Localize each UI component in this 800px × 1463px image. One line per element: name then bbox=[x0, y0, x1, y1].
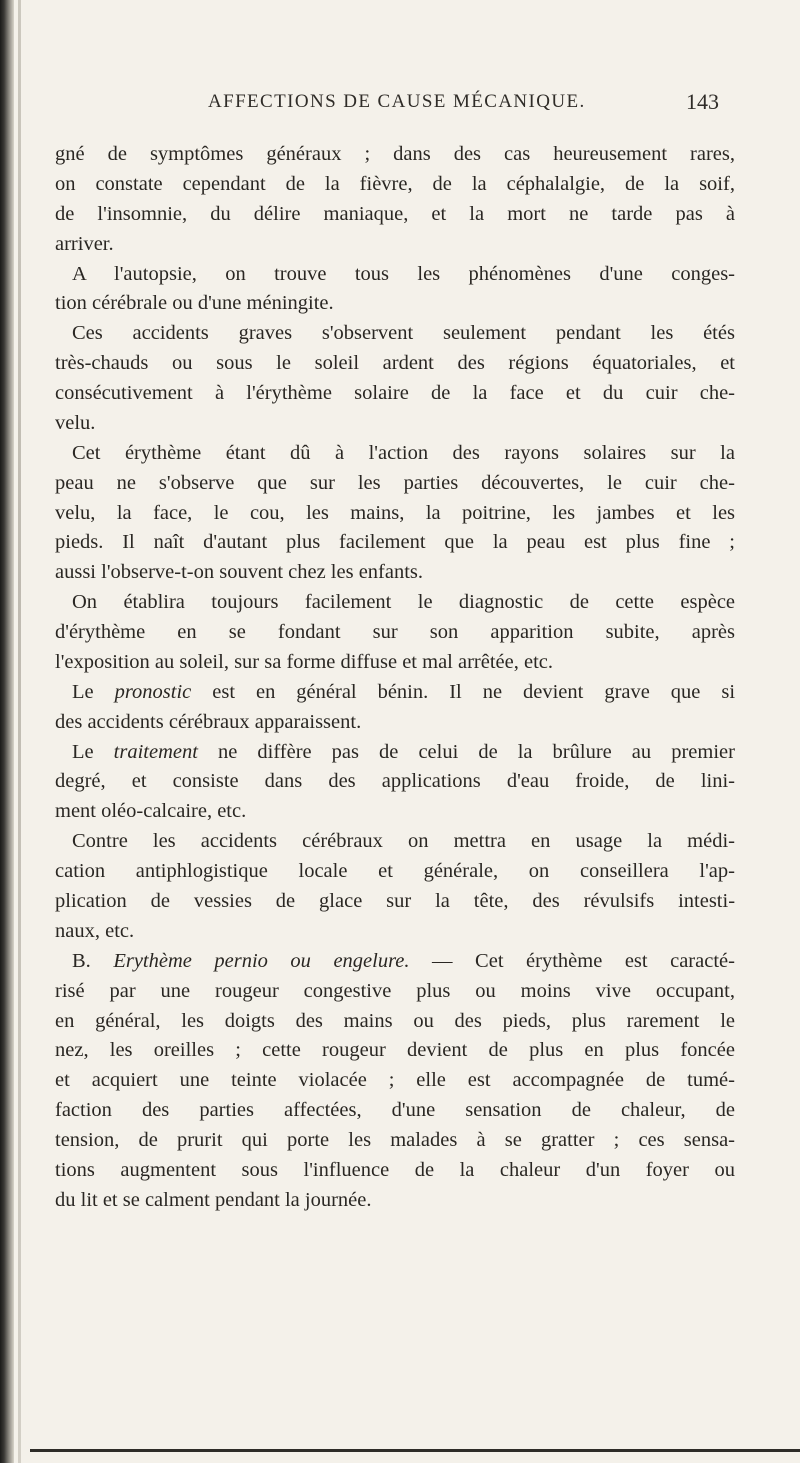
text-line: peau ne s'observe que sur les parties découvertes, le cuir che- bbox=[55, 471, 735, 494]
italic-term: pronostic bbox=[114, 680, 192, 703]
text-line: on constate cependant de la fièvre, de la céphalalgie, de la soif, bbox=[55, 172, 735, 195]
text-segment: ne diffère pas de celui de la brûlure au premier bbox=[197, 740, 735, 763]
text-segment: Le bbox=[72, 680, 115, 703]
text-line: d'érythème en se fondant sur son apparition subite, après bbox=[55, 621, 736, 644]
text-line: aussi l'observe-t-on souvent chez les enfants. bbox=[55, 561, 424, 584]
text-line: de l'insomnie, du délire maniaque, et la mort ne tarde pas à bbox=[55, 202, 735, 225]
text-line: Cet érythème étant dû à l'action des rayons solaires sur la bbox=[72, 441, 735, 464]
text-line: naux, etc. bbox=[55, 919, 135, 942]
text-line: gné de symptômes généraux ; dans des cas heureusement rares, bbox=[55, 143, 735, 165]
text-segment: est en général bénin. Il ne devient grave que si bbox=[191, 680, 736, 703]
text-line: Contre les accidents cérébraux on mettra en usage la médi- bbox=[72, 830, 735, 853]
text-line: cation antiphlogistique locale et générale, on conseillera l'ap- bbox=[55, 860, 735, 883]
text-line: risé par une rougeur congestive plus ou moins vive occupant, bbox=[55, 979, 735, 1002]
text-line bbox=[72, 680, 735, 704]
text-line: degré, et consiste dans des applications d'eau froide, de lini- bbox=[55, 770, 736, 793]
text-line: des accidents cérébraux apparaissent. bbox=[55, 710, 362, 733]
text-line: plication de vessies de glace sur la tête, des révulsifs intesti- bbox=[55, 890, 736, 912]
text-line: du lit et se calment pendant la journée. bbox=[55, 1188, 372, 1211]
text-line: consécutivement à l'érythème solaire de la face et du cuir che- bbox=[55, 382, 736, 405]
text-line: tion cérébrale ou d'une méningite. bbox=[55, 292, 334, 315]
text-line: velu, la face, le cou, les mains, la poitrine, les jambes et les bbox=[55, 501, 736, 524]
text-line: tension, de prurit qui porte les malades à se gratter ; ces sensa- bbox=[55, 1129, 735, 1152]
text-line: faction des parties affectées, d'une sensation de chaleur, de bbox=[55, 1099, 735, 1122]
italic-term: Erythème pernio ou engelure. bbox=[113, 949, 410, 972]
text-line: tions augmentent sous l'influence de la chaleur d'un foyer ou bbox=[55, 1158, 735, 1181]
text-line: très-chauds ou sous le soleil ardent des régions équatoriales, et bbox=[55, 352, 735, 375]
text-line bbox=[72, 740, 735, 764]
text-segment: B. bbox=[72, 949, 114, 972]
text-line: l'exposition au soleil, sur sa forme diffuse et mal arrêtée, etc. bbox=[55, 650, 553, 673]
text-line: velu. bbox=[55, 411, 96, 434]
text-line: nez, les oreilles ; cette rougeur devient de plus en plus foncée bbox=[55, 1039, 735, 1062]
bottom-rule bbox=[30, 1449, 800, 1452]
text-line bbox=[72, 949, 735, 973]
text-line: et acquiert une teinte violacée ; elle est accompagnée de tumé- bbox=[55, 1069, 735, 1092]
running-head: AFFECTIONS DE CAUSE MÉCANIQUE. bbox=[208, 91, 586, 112]
text-line: pieds. Il naît d'autant plus facilement que la peau est plus fine ; bbox=[55, 531, 735, 554]
text-line: en général, les doigts des mains ou des pieds, plus rarement le bbox=[55, 1009, 735, 1032]
text-line: ment oléo-calcaire, etc. bbox=[55, 800, 247, 823]
text-segment: — Cet érythème est caracté- bbox=[409, 949, 735, 972]
text-line: On établira toujours facilement le diagnostic de cette espèce bbox=[72, 591, 736, 614]
page-number: 143 bbox=[686, 89, 719, 114]
text-line: A l'autopsie, on trouve tous les phénomènes d'une conges- bbox=[72, 262, 736, 285]
text-segment: Le bbox=[72, 740, 114, 763]
text-line: arriver. bbox=[55, 232, 114, 255]
italic-term: traitement bbox=[113, 740, 198, 763]
text-line: Ces accidents graves s'observent seulement pendant les étés bbox=[72, 322, 735, 345]
